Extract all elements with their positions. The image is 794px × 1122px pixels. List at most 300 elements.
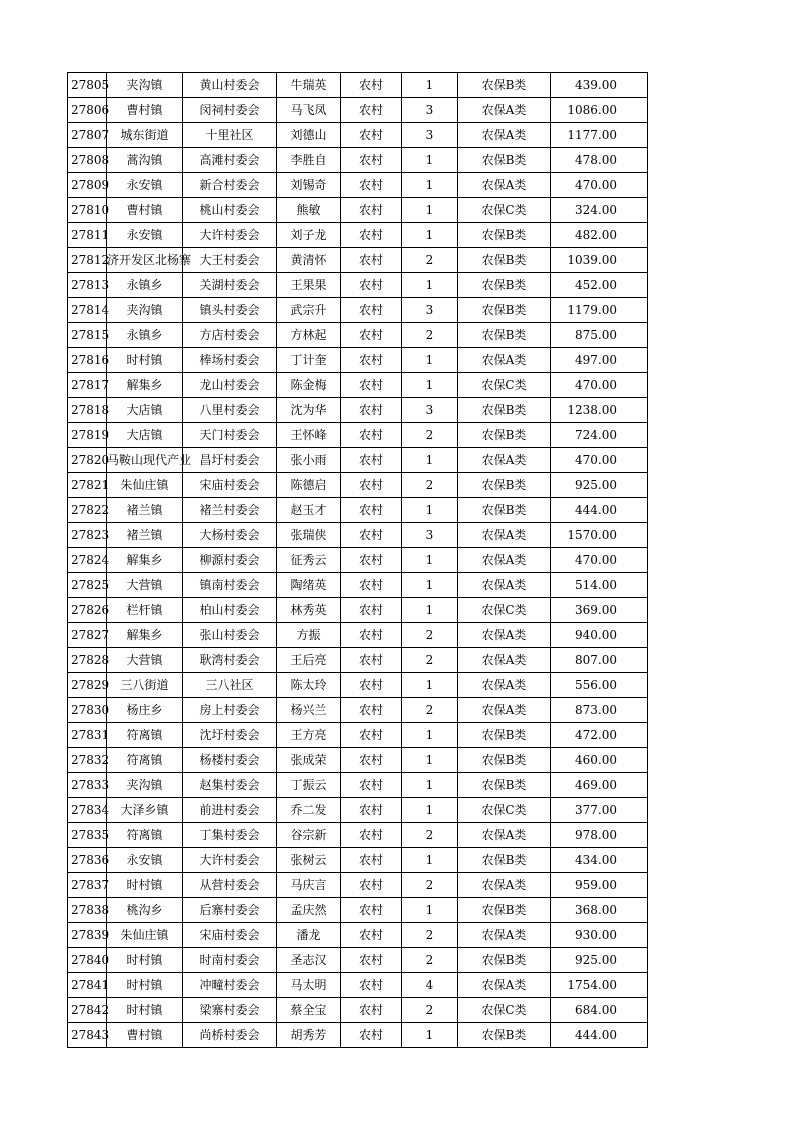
record-id-cell: 27831 bbox=[68, 723, 107, 748]
amount-cell: 434.00 bbox=[551, 848, 648, 873]
table-row bbox=[68, 173, 648, 198]
category-cell: 农保B类 bbox=[458, 1023, 551, 1048]
name-cell: 张瑞侠 bbox=[277, 523, 341, 548]
household-type-cell: 农村 bbox=[341, 223, 402, 248]
town-cell: 马鞍山现代产业 bbox=[107, 448, 183, 473]
category-cell: 农保B类 bbox=[458, 773, 551, 798]
table-row bbox=[68, 948, 648, 973]
record-id-cell: 27833 bbox=[68, 773, 107, 798]
table-row bbox=[68, 848, 648, 873]
person-count-cell: 2 bbox=[402, 648, 458, 673]
town-cell: 杨庄乡 bbox=[107, 698, 183, 723]
amount-cell: 1179.00 bbox=[551, 298, 648, 323]
household-type-cell: 农村 bbox=[341, 573, 402, 598]
record-id-cell: 27823 bbox=[68, 523, 107, 548]
amount-cell: 478.00 bbox=[551, 148, 648, 173]
name-cell: 蔡全宝 bbox=[277, 998, 341, 1023]
category-cell: 农保B类 bbox=[458, 248, 551, 273]
household-type-cell: 农村 bbox=[341, 823, 402, 848]
household-type-cell: 农村 bbox=[341, 148, 402, 173]
name-cell: 丁振云 bbox=[277, 773, 341, 798]
category-cell: 农保A类 bbox=[458, 873, 551, 898]
category-cell: 农保A类 bbox=[458, 973, 551, 998]
village-cell: 镇头村委会 bbox=[183, 298, 277, 323]
village-cell: 张山村委会 bbox=[183, 623, 277, 648]
category-cell: 农保A类 bbox=[458, 573, 551, 598]
category-cell: 农保A类 bbox=[458, 648, 551, 673]
town-cell: 褚兰镇 bbox=[107, 523, 183, 548]
amount-cell: 324.00 bbox=[551, 198, 648, 223]
category-cell: 农保A类 bbox=[458, 823, 551, 848]
household-type-cell: 农村 bbox=[341, 248, 402, 273]
table-row bbox=[68, 498, 648, 523]
amount-cell: 452.00 bbox=[551, 273, 648, 298]
household-type-cell: 农村 bbox=[341, 673, 402, 698]
category-cell: 农保C类 bbox=[458, 798, 551, 823]
household-type-cell: 农村 bbox=[341, 548, 402, 573]
table-row bbox=[68, 748, 648, 773]
household-type-cell: 农村 bbox=[341, 173, 402, 198]
name-cell: 牛瑞英 bbox=[277, 73, 341, 98]
category-cell: 农保C类 bbox=[458, 998, 551, 1023]
person-count-cell: 1 bbox=[402, 273, 458, 298]
record-id-cell: 27811 bbox=[68, 223, 107, 248]
household-type-cell: 农村 bbox=[341, 973, 402, 998]
household-type-cell: 农村 bbox=[341, 323, 402, 348]
village-cell: 杨楼村委会 bbox=[183, 748, 277, 773]
table-row bbox=[68, 648, 648, 673]
amount-cell: 875.00 bbox=[551, 323, 648, 348]
table-row bbox=[68, 798, 648, 823]
household-type-cell: 农村 bbox=[341, 998, 402, 1023]
category-cell: 农保B类 bbox=[458, 723, 551, 748]
record-id-cell: 27837 bbox=[68, 873, 107, 898]
amount-cell: 684.00 bbox=[551, 998, 648, 1023]
table-row bbox=[68, 473, 648, 498]
amount-cell: 1177.00 bbox=[551, 123, 648, 148]
town-cell: 曹村镇 bbox=[107, 198, 183, 223]
record-id-cell: 27818 bbox=[68, 398, 107, 423]
person-count-cell: 2 bbox=[402, 623, 458, 648]
amount-cell: 724.00 bbox=[551, 423, 648, 448]
person-count-cell: 2 bbox=[402, 473, 458, 498]
amount-cell: 930.00 bbox=[551, 923, 648, 948]
table-row bbox=[68, 773, 648, 798]
town-cell: 大营镇 bbox=[107, 648, 183, 673]
village-cell: 高滩村委会 bbox=[183, 148, 277, 173]
amount-cell: 1570.00 bbox=[551, 523, 648, 548]
record-id-cell: 27807 bbox=[68, 123, 107, 148]
table-row bbox=[68, 873, 648, 898]
table-row bbox=[68, 573, 648, 598]
town-cell: 三八街道 bbox=[107, 673, 183, 698]
name-cell: 刘德山 bbox=[277, 123, 341, 148]
name-cell: 熊敏 bbox=[277, 198, 341, 223]
village-cell: 耿湾村委会 bbox=[183, 648, 277, 673]
household-type-cell: 农村 bbox=[341, 598, 402, 623]
person-count-cell: 2 bbox=[402, 248, 458, 273]
name-cell: 刘锡奇 bbox=[277, 173, 341, 198]
record-id-cell: 27810 bbox=[68, 198, 107, 223]
name-cell: 马飞凤 bbox=[277, 98, 341, 123]
category-cell: 农保A类 bbox=[458, 173, 551, 198]
person-count-cell: 1 bbox=[402, 773, 458, 798]
village-cell: 十里社区 bbox=[183, 123, 277, 148]
amount-cell: 439.00 bbox=[551, 73, 648, 98]
record-id-cell: 27816 bbox=[68, 348, 107, 373]
name-cell: 陈太玲 bbox=[277, 673, 341, 698]
table-row bbox=[68, 273, 648, 298]
village-cell: 镇南村委会 bbox=[183, 573, 277, 598]
name-cell: 方振 bbox=[277, 623, 341, 648]
name-cell: 沈为华 bbox=[277, 398, 341, 423]
record-id-cell: 27813 bbox=[68, 273, 107, 298]
table-row bbox=[68, 723, 648, 748]
household-type-cell: 农村 bbox=[341, 1023, 402, 1048]
village-cell: 黄山村委会 bbox=[183, 73, 277, 98]
category-cell: 农保B类 bbox=[458, 748, 551, 773]
person-count-cell: 3 bbox=[402, 298, 458, 323]
record-id-cell: 27839 bbox=[68, 923, 107, 948]
village-cell: 闵祠村委会 bbox=[183, 98, 277, 123]
person-count-cell: 1 bbox=[402, 748, 458, 773]
person-count-cell: 4 bbox=[402, 973, 458, 998]
town-cell: 时村镇 bbox=[107, 348, 183, 373]
table-body bbox=[68, 73, 648, 1048]
town-cell: 时村镇 bbox=[107, 873, 183, 898]
person-count-cell: 1 bbox=[402, 848, 458, 873]
town-cell: 解集乡 bbox=[107, 623, 183, 648]
person-count-cell: 3 bbox=[402, 523, 458, 548]
town-cell: 朱仙庄镇 bbox=[107, 473, 183, 498]
amount-cell: 470.00 bbox=[551, 548, 648, 573]
name-cell: 陈金梅 bbox=[277, 373, 341, 398]
town-cell: 时村镇 bbox=[107, 948, 183, 973]
household-type-cell: 农村 bbox=[341, 198, 402, 223]
record-id-cell: 27830 bbox=[68, 698, 107, 723]
person-count-cell: 1 bbox=[402, 448, 458, 473]
amount-cell: 807.00 bbox=[551, 648, 648, 673]
table-row bbox=[68, 248, 648, 273]
person-count-cell: 1 bbox=[402, 723, 458, 748]
village-cell: 沈圩村委会 bbox=[183, 723, 277, 748]
household-type-cell: 农村 bbox=[341, 448, 402, 473]
name-cell: 圣志汉 bbox=[277, 948, 341, 973]
table-row bbox=[68, 923, 648, 948]
table-row bbox=[68, 398, 648, 423]
person-count-cell: 1 bbox=[402, 548, 458, 573]
village-cell: 柏山村委会 bbox=[183, 598, 277, 623]
category-cell: 农保B类 bbox=[458, 223, 551, 248]
amount-cell: 470.00 bbox=[551, 373, 648, 398]
town-cell: 符离镇 bbox=[107, 748, 183, 773]
record-id-cell: 27842 bbox=[68, 998, 107, 1023]
village-cell: 新合村委会 bbox=[183, 173, 277, 198]
household-type-cell: 农村 bbox=[341, 873, 402, 898]
record-id-cell: 27832 bbox=[68, 748, 107, 773]
household-type-cell: 农村 bbox=[341, 898, 402, 923]
town-cell: 永安镇 bbox=[107, 223, 183, 248]
household-type-cell: 农村 bbox=[341, 948, 402, 973]
amount-cell: 1754.00 bbox=[551, 973, 648, 998]
record-id-cell: 27827 bbox=[68, 623, 107, 648]
table-row bbox=[68, 698, 648, 723]
category-cell: 农保C类 bbox=[458, 198, 551, 223]
village-cell: 赵集村委会 bbox=[183, 773, 277, 798]
household-type-cell: 农村 bbox=[341, 748, 402, 773]
name-cell: 赵玉才 bbox=[277, 498, 341, 523]
household-type-cell: 农村 bbox=[341, 498, 402, 523]
amount-cell: 460.00 bbox=[551, 748, 648, 773]
amount-cell: 940.00 bbox=[551, 623, 648, 648]
category-cell: 农保A类 bbox=[458, 523, 551, 548]
data-table bbox=[67, 72, 648, 1048]
village-cell: 天门村委会 bbox=[183, 423, 277, 448]
record-id-cell: 27826 bbox=[68, 598, 107, 623]
town-cell: 夹沟镇 bbox=[107, 773, 183, 798]
name-cell: 张小雨 bbox=[277, 448, 341, 473]
household-type-cell: 农村 bbox=[341, 398, 402, 423]
amount-cell: 1039.00 bbox=[551, 248, 648, 273]
person-count-cell: 1 bbox=[402, 798, 458, 823]
category-cell: 农保A类 bbox=[458, 548, 551, 573]
record-id-cell: 27819 bbox=[68, 423, 107, 448]
category-cell: 农保B类 bbox=[458, 298, 551, 323]
record-id-cell: 27808 bbox=[68, 148, 107, 173]
amount-cell: 470.00 bbox=[551, 173, 648, 198]
record-id-cell: 27840 bbox=[68, 948, 107, 973]
record-id-cell: 27824 bbox=[68, 548, 107, 573]
village-cell: 尚桥村委会 bbox=[183, 1023, 277, 1048]
table-row bbox=[68, 123, 648, 148]
town-cell: 桃沟乡 bbox=[107, 898, 183, 923]
name-cell: 马庆言 bbox=[277, 873, 341, 898]
record-id-cell: 27828 bbox=[68, 648, 107, 673]
record-id-cell: 27835 bbox=[68, 823, 107, 848]
person-count-cell: 1 bbox=[402, 223, 458, 248]
name-cell: 王后亮 bbox=[277, 648, 341, 673]
amount-cell: 514.00 bbox=[551, 573, 648, 598]
name-cell: 杨兴兰 bbox=[277, 698, 341, 723]
household-type-cell: 农村 bbox=[341, 373, 402, 398]
person-count-cell: 2 bbox=[402, 698, 458, 723]
table-row bbox=[68, 1023, 648, 1048]
category-cell: 农保B类 bbox=[458, 423, 551, 448]
category-cell: 农保B类 bbox=[458, 848, 551, 873]
household-type-cell: 农村 bbox=[341, 698, 402, 723]
name-cell: 谷宗新 bbox=[277, 823, 341, 848]
person-count-cell: 1 bbox=[402, 573, 458, 598]
town-cell: 济开发区北杨寨 bbox=[107, 248, 183, 273]
amount-cell: 482.00 bbox=[551, 223, 648, 248]
village-cell: 八里村委会 bbox=[183, 398, 277, 423]
village-cell: 后寨村委会 bbox=[183, 898, 277, 923]
town-cell: 曹村镇 bbox=[107, 98, 183, 123]
record-id-cell: 27814 bbox=[68, 298, 107, 323]
village-cell: 龙山村委会 bbox=[183, 373, 277, 398]
table-row bbox=[68, 623, 648, 648]
person-count-cell: 2 bbox=[402, 423, 458, 448]
name-cell: 胡秀芳 bbox=[277, 1023, 341, 1048]
village-cell: 从营村委会 bbox=[183, 873, 277, 898]
name-cell: 孟庆然 bbox=[277, 898, 341, 923]
household-type-cell: 农村 bbox=[341, 523, 402, 548]
category-cell: 农保B类 bbox=[458, 498, 551, 523]
category-cell: 农保A类 bbox=[458, 623, 551, 648]
household-type-cell: 农村 bbox=[341, 273, 402, 298]
person-count-cell: 1 bbox=[402, 898, 458, 923]
village-cell: 宋庙村委会 bbox=[183, 923, 277, 948]
town-cell: 解集乡 bbox=[107, 548, 183, 573]
record-id-cell: 27809 bbox=[68, 173, 107, 198]
person-count-cell: 2 bbox=[402, 823, 458, 848]
village-cell: 时南村委会 bbox=[183, 948, 277, 973]
category-cell: 农保B类 bbox=[458, 948, 551, 973]
name-cell: 王果果 bbox=[277, 273, 341, 298]
amount-cell: 1238.00 bbox=[551, 398, 648, 423]
village-cell: 三八社区 bbox=[183, 673, 277, 698]
person-count-cell: 2 bbox=[402, 873, 458, 898]
person-count-cell: 1 bbox=[402, 598, 458, 623]
category-cell: 农保A类 bbox=[458, 698, 551, 723]
record-id-cell: 27805 bbox=[68, 73, 107, 98]
amount-cell: 368.00 bbox=[551, 898, 648, 923]
name-cell: 马太明 bbox=[277, 973, 341, 998]
category-cell: 农保A类 bbox=[458, 448, 551, 473]
person-count-cell: 1 bbox=[402, 1023, 458, 1048]
record-id-cell: 27825 bbox=[68, 573, 107, 598]
household-type-cell: 农村 bbox=[341, 773, 402, 798]
household-type-cell: 农村 bbox=[341, 623, 402, 648]
town-cell: 永镇乡 bbox=[107, 323, 183, 348]
village-cell: 房上村委会 bbox=[183, 698, 277, 723]
person-count-cell: 1 bbox=[402, 673, 458, 698]
village-cell: 大杨村委会 bbox=[183, 523, 277, 548]
record-id-cell: 27817 bbox=[68, 373, 107, 398]
amount-cell: 556.00 bbox=[551, 673, 648, 698]
town-cell: 大店镇 bbox=[107, 398, 183, 423]
amount-cell: 1086.00 bbox=[551, 98, 648, 123]
town-cell: 符离镇 bbox=[107, 823, 183, 848]
name-cell: 陈德启 bbox=[277, 473, 341, 498]
table-row bbox=[68, 348, 648, 373]
record-id-cell: 27838 bbox=[68, 898, 107, 923]
table-row bbox=[68, 998, 648, 1023]
table-row bbox=[68, 548, 648, 573]
amount-cell: 978.00 bbox=[551, 823, 648, 848]
name-cell: 林秀英 bbox=[277, 598, 341, 623]
amount-cell: 444.00 bbox=[551, 1023, 648, 1048]
person-count-cell: 2 bbox=[402, 323, 458, 348]
amount-cell: 925.00 bbox=[551, 473, 648, 498]
household-type-cell: 农村 bbox=[341, 848, 402, 873]
town-cell: 朱仙庄镇 bbox=[107, 923, 183, 948]
table-row bbox=[68, 373, 648, 398]
table-row bbox=[68, 448, 648, 473]
village-cell: 大许村委会 bbox=[183, 848, 277, 873]
town-cell: 解集乡 bbox=[107, 373, 183, 398]
name-cell: 征秀云 bbox=[277, 548, 341, 573]
person-count-cell: 1 bbox=[402, 348, 458, 373]
town-cell: 蒿沟镇 bbox=[107, 148, 183, 173]
village-cell: 前进村委会 bbox=[183, 798, 277, 823]
town-cell: 时村镇 bbox=[107, 973, 183, 998]
person-count-cell: 3 bbox=[402, 98, 458, 123]
category-cell: 农保B类 bbox=[458, 398, 551, 423]
amount-cell: 873.00 bbox=[551, 698, 648, 723]
record-id-cell: 27829 bbox=[68, 673, 107, 698]
table-row bbox=[68, 598, 648, 623]
village-cell: 昌圩村委会 bbox=[183, 448, 277, 473]
record-id-cell: 27822 bbox=[68, 498, 107, 523]
household-type-cell: 农村 bbox=[341, 123, 402, 148]
name-cell: 李胜自 bbox=[277, 148, 341, 173]
town-cell: 永安镇 bbox=[107, 848, 183, 873]
name-cell: 丁计奎 bbox=[277, 348, 341, 373]
town-cell: 大泽乡镇 bbox=[107, 798, 183, 823]
person-count-cell: 3 bbox=[402, 123, 458, 148]
town-cell: 城东街道 bbox=[107, 123, 183, 148]
record-id-cell: 27815 bbox=[68, 323, 107, 348]
village-cell: 冲疃村委会 bbox=[183, 973, 277, 998]
table-row bbox=[68, 898, 648, 923]
village-cell: 桃山村委会 bbox=[183, 198, 277, 223]
name-cell: 陶绪英 bbox=[277, 573, 341, 598]
table-row bbox=[68, 148, 648, 173]
category-cell: 农保C类 bbox=[458, 373, 551, 398]
person-count-cell: 2 bbox=[402, 998, 458, 1023]
household-type-cell: 农村 bbox=[341, 348, 402, 373]
table-row bbox=[68, 673, 648, 698]
town-cell: 大店镇 bbox=[107, 423, 183, 448]
name-cell: 黄清怀 bbox=[277, 248, 341, 273]
table-row bbox=[68, 198, 648, 223]
name-cell: 潘龙 bbox=[277, 923, 341, 948]
record-id-cell: 27806 bbox=[68, 98, 107, 123]
record-id-cell: 27821 bbox=[68, 473, 107, 498]
household-type-cell: 农村 bbox=[341, 923, 402, 948]
town-cell: 曹村镇 bbox=[107, 1023, 183, 1048]
category-cell: 农保C类 bbox=[458, 598, 551, 623]
category-cell: 农保B类 bbox=[458, 148, 551, 173]
town-cell: 永镇乡 bbox=[107, 273, 183, 298]
town-cell: 夹沟镇 bbox=[107, 298, 183, 323]
person-count-cell: 1 bbox=[402, 498, 458, 523]
amount-cell: 497.00 bbox=[551, 348, 648, 373]
village-cell: 褚兰村委会 bbox=[183, 498, 277, 523]
amount-cell: 469.00 bbox=[551, 773, 648, 798]
name-cell: 乔二发 bbox=[277, 798, 341, 823]
table-row bbox=[68, 298, 648, 323]
village-cell: 宋庙村委会 bbox=[183, 473, 277, 498]
household-type-cell: 农村 bbox=[341, 798, 402, 823]
person-count-cell: 2 bbox=[402, 923, 458, 948]
town-cell: 栏杆镇 bbox=[107, 598, 183, 623]
amount-cell: 925.00 bbox=[551, 948, 648, 973]
name-cell: 武宗升 bbox=[277, 298, 341, 323]
person-count-cell: 2 bbox=[402, 948, 458, 973]
household-type-cell: 农村 bbox=[341, 298, 402, 323]
category-cell: 农保B类 bbox=[458, 323, 551, 348]
village-cell: 棒场村委会 bbox=[183, 348, 277, 373]
record-id-cell: 27812 bbox=[68, 248, 107, 273]
household-type-cell: 农村 bbox=[341, 423, 402, 448]
village-cell: 丁集村委会 bbox=[183, 823, 277, 848]
household-type-cell: 农村 bbox=[341, 648, 402, 673]
name-cell: 王方亮 bbox=[277, 723, 341, 748]
category-cell: 农保B类 bbox=[458, 473, 551, 498]
household-type-cell: 农村 bbox=[341, 473, 402, 498]
